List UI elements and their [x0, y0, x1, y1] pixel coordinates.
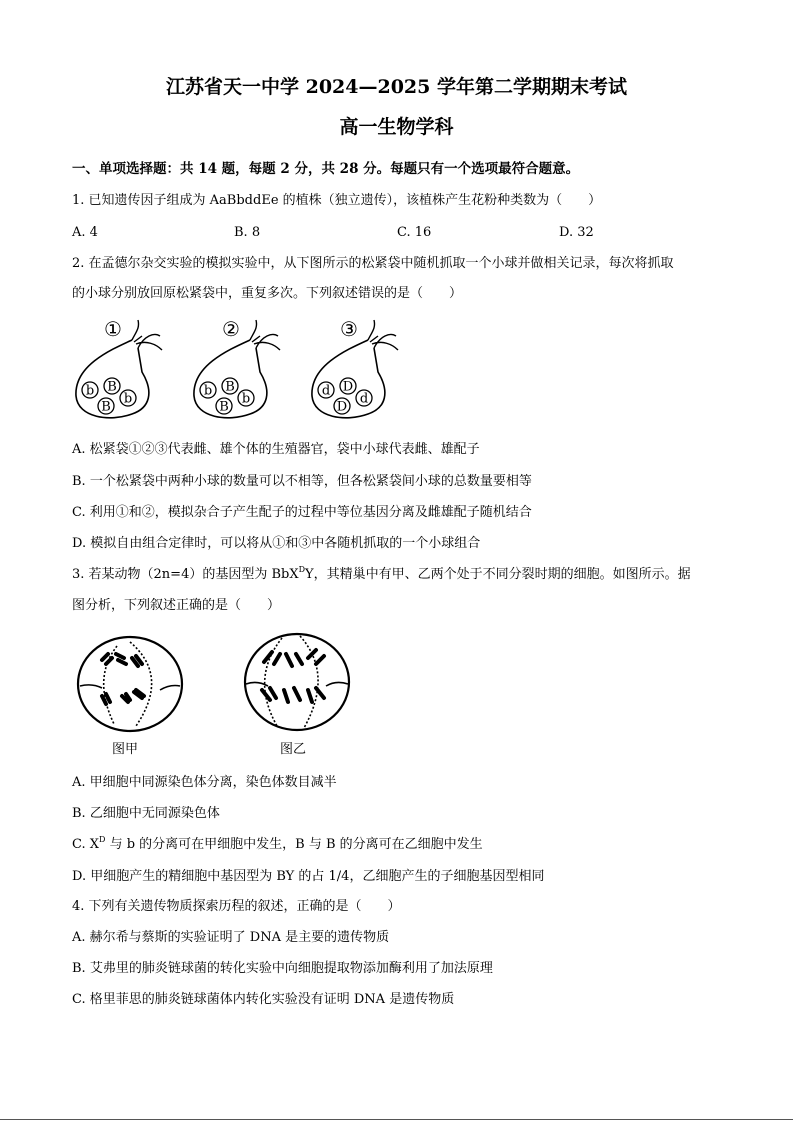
q1-option-a: A. 4: [72, 225, 98, 240]
q3-stem-b: Y，其精巢中有甲、乙两个处于不同分裂时期的细胞。如图所示。据: [305, 567, 691, 582]
bag-3: [312, 317, 398, 418]
ball-label: b: [203, 383, 213, 399]
ball-label: d: [321, 383, 331, 399]
q3-option-c: [72, 835, 483, 852]
q2-option-b: B. 一个松紧袋中两种小球的数量可以不相等，但各松紧袋间小球的总数量要相等: [72, 474, 532, 489]
q2-option-c: C. 利用①和②，模拟杂合子产生配子的过程中等位基因分离及雌雄配子随机结合: [72, 505, 532, 520]
q1-option-d: D. 32: [559, 225, 594, 240]
cells-figure: [72, 628, 362, 758]
q3-stem-sup: D: [298, 565, 306, 574]
ball-label: B: [219, 399, 229, 415]
bag-label: ②: [222, 317, 240, 341]
page-bottom-rule: [0, 1119, 793, 1120]
q3-option-d: D. 甲细胞产生的精细胞中基因型为 BY 的占 1/4，乙细胞产生的子细胞基因型相同: [72, 869, 545, 884]
page-title: 江苏省天一中学 2024—2025 学年第二学期期末考试: [166, 76, 627, 98]
q4-option-a: A. 赫尔希与蔡斯的实验证明了 DNA 是主要的遗传物质: [72, 930, 390, 945]
q4-stem: 4. 下列有关遗传物质探索历程的叙述，正确的是（ ）: [72, 899, 401, 914]
q2-option-a: A. 松紧袋①②③代表雌、雄个体的生殖器官，袋中小球代表雌、雄配子: [72, 442, 480, 457]
ball-label: d: [359, 391, 369, 407]
q2-option-d: D. 模拟自由组合定律时，可以将从①和③中各随机抓取的一个小球组合: [72, 536, 481, 551]
q3-stem-line1: [72, 565, 691, 582]
q4-option-b: B. 艾弗里的肺炎链球菌的转化实验中向细胞提取物添加酶利用了加法原理: [72, 961, 493, 976]
cell-yi: [245, 634, 349, 730]
q3-option-c-sup: D: [99, 835, 106, 844]
q2-stem-line1: 2. 在孟德尔杂交实验的模拟实验中，从下图所示的松紧袋中随机抓取一个小球并做相关记录，每次将抓取: [72, 256, 674, 271]
bag-1: [76, 317, 162, 418]
ball-label: D: [336, 399, 348, 415]
page-subtitle: 高一生物学科: [339, 116, 454, 138]
bag-tie: [250, 320, 280, 350]
bag-2: [194, 317, 280, 418]
q3-option-b: B. 乙细胞中无同源染色体: [72, 806, 220, 821]
ball-label: B: [101, 399, 111, 415]
ball-label: b: [241, 391, 251, 407]
q2-stem-line2: 的小球分别放回原松紧袋中，重复多次。下列叙述错误的是（ ）: [72, 286, 463, 301]
fig-label-jia: 图甲: [112, 741, 139, 756]
q1-option-b: B. 8: [234, 225, 261, 240]
bag-tie: [368, 320, 398, 350]
q4-option-c: C. 格里菲思的肺炎链球菌体内转化实验没有证明 DNA 是遗传物质: [72, 992, 455, 1007]
q3-option-a: A. 甲细胞中同源染色体分离，染色体数目减半: [72, 775, 337, 790]
bag-tie: [132, 320, 162, 350]
q1-option-c: C. 16: [397, 225, 432, 240]
q3-option-c-a: C. X: [72, 837, 100, 852]
section-heading: 一、单项选择题：共 14 题，每题 2 分，共 28 分。每题只有一个选项最符合题意。: [72, 161, 580, 177]
q3-stem-line2: 图分析，下列叙述正确的是（ ）: [72, 598, 281, 613]
q3-option-c-b: 与 b 的分离可在甲细胞中发生，B 与 B 的分离可在乙细胞中发生: [105, 837, 483, 852]
ball-label: B: [107, 379, 117, 395]
bag-label: ③: [340, 317, 358, 341]
bag-label: ①: [104, 317, 122, 341]
ball-label: b: [123, 391, 133, 407]
bags-figure: [70, 314, 400, 426]
q3-stem-a: 3. 若某动物（2n=4）的基因型为 BbX: [72, 567, 299, 582]
ball-label: B: [225, 379, 235, 395]
q1-stem: 1. 已知遗传因子组成为 AaBbddEe 的植株（独立遗传），该植株产生花粉种类数为（ ）: [72, 193, 602, 208]
ball-label: D: [342, 379, 354, 395]
ball-label: b: [85, 383, 95, 399]
cell-jia: [78, 637, 182, 731]
fig-label-yi: 图乙: [280, 741, 307, 756]
